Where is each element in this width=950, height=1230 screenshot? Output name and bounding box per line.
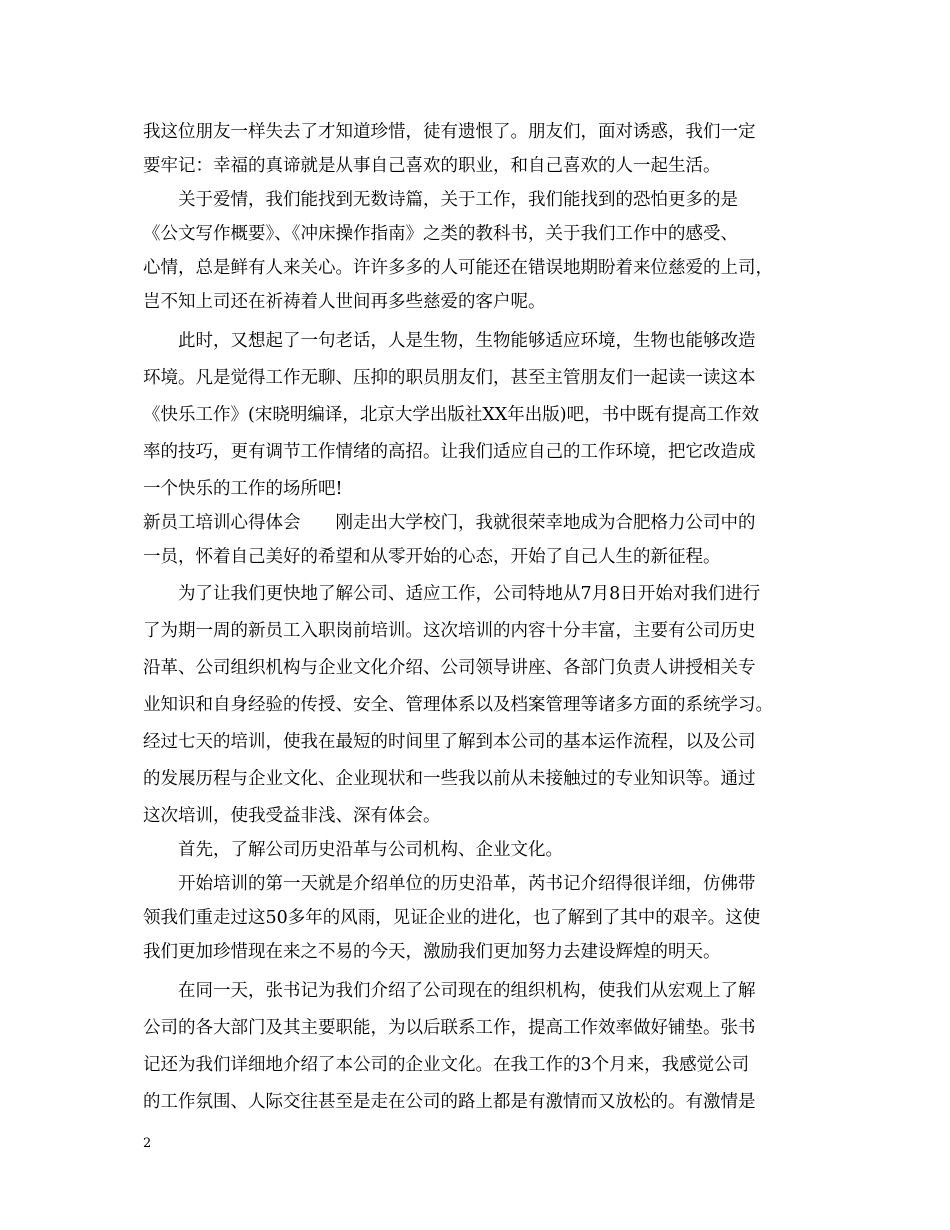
text-line: 关于爱情，我们能找到无数诗篇，关于工作，我们能找到的恐怕更多的是 — [178, 190, 738, 210]
text-line: 岂不知上司还在祈祷着人世间再多些慈爱的客户呢。 — [143, 292, 546, 312]
text-line: 为了让我们更快地了解公司、适应工作，公司特地从7月8日开始对我们进行 — [178, 584, 761, 604]
text-line: 开始培训的第一天就是介绍单位的历史沿革，芮书记介绍得很详细，仿佛带 — [178, 874, 756, 894]
text-line: 一员，怀着自己美好的希望和从零开始的心态，开始了自己人生的新征程。 — [143, 547, 721, 567]
text-line: 业知识和自身经验的传授、安全、管理体系以及档案管理等诸多方面的系统学习。 — [143, 695, 773, 715]
text-line: 《快乐工作》(宋晓明编译，北京大学出版社XX年出版)吧，书中既有提高工作效 — [143, 405, 760, 425]
page-number: 2 — [143, 1136, 152, 1151]
text-line: 公司的各大部门及其主要职能，为以后联系工作，提高工作效率做好铺垫。张书 — [143, 1018, 756, 1038]
text-line: 一个快乐的工作的场所吧! — [143, 479, 343, 499]
text-line: 环境。凡是觉得工作无聊、压抑的职员朋友们，甚至主管朋友们一起读一读这本 — [143, 368, 756, 388]
text-line: 记还为我们详细地介绍了本公司的企业文化。在我工作的3个月来，我感觉公司 — [143, 1055, 750, 1075]
text-line: 在同一天，张书记为我们介绍了公司现在的组织机构，使我们从宏观上了解 — [178, 981, 756, 1001]
text-line: 《公文写作概要》、《冲床操作指南》之类的教科书，关于我们工作中的感受、 — [143, 224, 738, 244]
text-line: 心情，总是鲜有人来关心。许许多多的人可能还在错误地期盼着来位慈爱的上司， — [143, 258, 773, 278]
text-line: 这次培训，使我受益非浅、深有体会。 — [143, 806, 441, 826]
text-line: 领我们重走过这50多年的风雨，见证企业的进化，也了解到了其中的艰辛。这使 — [143, 908, 761, 928]
text-line: 首先，了解公司历史沿革与公司机构、企业文化。 — [178, 840, 563, 860]
text-line: 要牢记：幸福的真谛就是从事自己喜欢的职业，和自己喜欢的人一起生活。 — [143, 156, 721, 176]
text-line: 新员工培训心得体会 刚走出大学校门，我就很荣幸地成为合肥格力公司中的 — [143, 513, 756, 533]
text-line: 此时，又想起了一句老话，人是生物，生物能够适应环境，生物也能够改造 — [178, 331, 756, 351]
text-line: 的工作氛围、人际交往甚至是走在公司的路上都是有激情而又放松的。有激情是 — [143, 1092, 756, 1112]
text-line: 沿革、公司组织机构与企业文化介绍、公司领导讲座、各部门负责人讲授相关专 — [143, 658, 756, 678]
text-line: 率的技巧，更有调节工作情绪的高招。让我们适应自己的工作环境，把它改造成 — [143, 442, 756, 462]
text-line: 我们更加珍惜现在来之不易的今天，激励我们更加努力去建设辉煌的明天。 — [143, 942, 721, 962]
text-line: 经过七天的培训，使我在最短的时间里了解到本公司的基本运作流程，以及公司 — [143, 732, 756, 752]
text-line: 的发展历程与企业文化、企业现状和一些我以前从未接触过的专业知识等。通过 — [143, 769, 756, 789]
text-line: 了为期一周的新员工入职岗前培训。这次培训的内容十分丰富，主要有公司历史 — [143, 621, 756, 641]
text-line: 我这位朋友一样失去了才知道珍惜，徒有遗恨了。朋友们，面对诱惑，我们一定 — [143, 122, 756, 142]
